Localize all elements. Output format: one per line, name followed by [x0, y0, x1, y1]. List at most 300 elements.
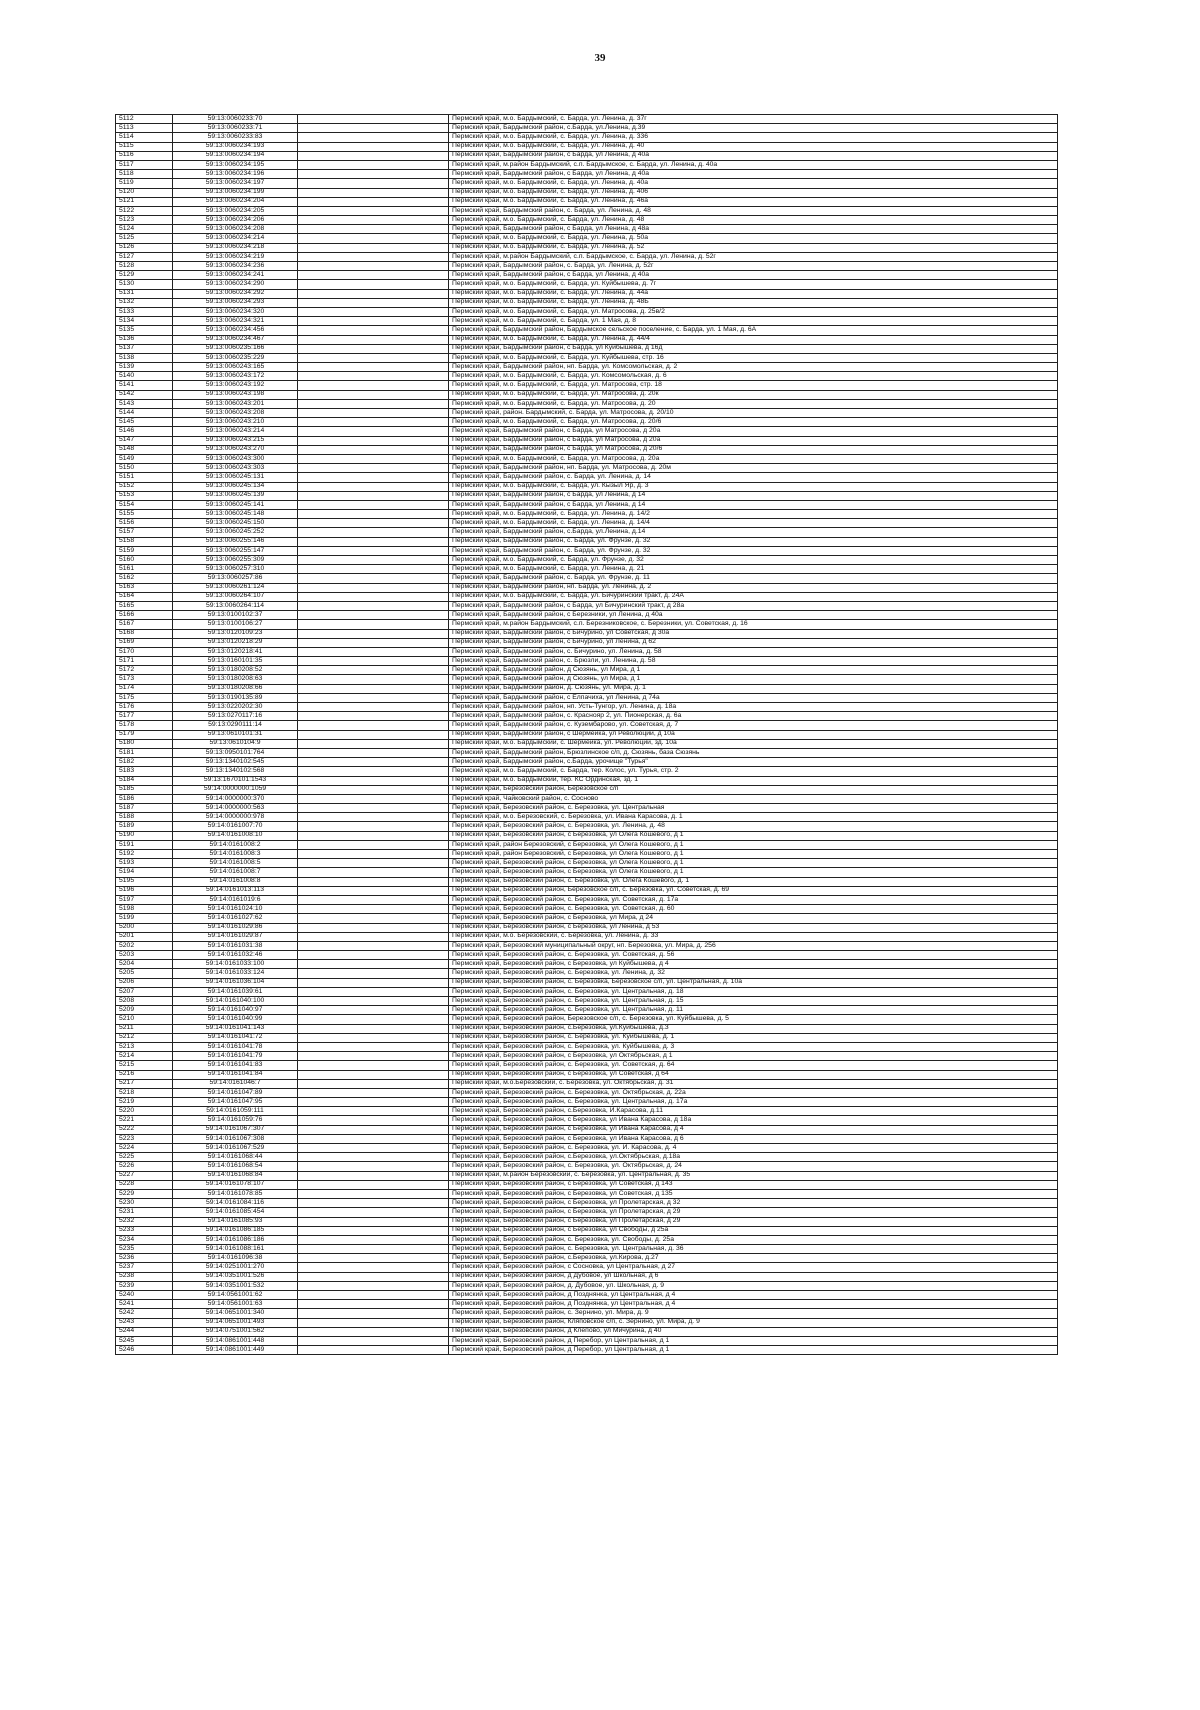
empty-cell: [298, 1235, 449, 1244]
cadastral-number: 59:14:0161024:10: [173, 905, 298, 914]
empty-cell: [298, 115, 449, 124]
cadastral-number: 59:13:0060234:292: [173, 289, 298, 298]
row-number: 5158: [116, 537, 173, 546]
empty-cell: [298, 960, 449, 969]
row-number: 5242: [116, 1309, 173, 1318]
empty-cell: [298, 1144, 449, 1153]
empty-cell: [298, 298, 449, 307]
cadastral-number: 59:13:0060243:210: [173, 418, 298, 427]
row-number: 5245: [116, 1336, 173, 1345]
empty-cell: [298, 243, 449, 252]
row-number: 5186: [116, 794, 173, 803]
cadastral-number: 59:13:0060234:194: [173, 151, 298, 160]
address: Пермский край, Бардымский район, с Барда, ул Ленина, д 14: [449, 500, 1058, 509]
table-row: [116, 703, 1058, 712]
address: Пермский край, Бардымский район, с Шермейка, ул Революции, д 10а: [449, 730, 1058, 739]
address: Пермский край, Березовский район, д Позднянка, ул Центральная, д 4: [449, 1300, 1058, 1309]
table-row: [116, 1153, 1058, 1162]
table-row: [116, 969, 1058, 978]
cadastral-number: 59:13:0060255:147: [173, 546, 298, 555]
empty-cell: [298, 978, 449, 987]
table-row: [116, 1070, 1058, 1079]
cadastral-number: 59:14:0161067:307: [173, 1125, 298, 1134]
address: Пермский край, Березовский район, с Березовка, ул Октябрьская, д 1: [449, 1052, 1058, 1061]
empty-cell: [298, 280, 449, 289]
empty-cell: [298, 491, 449, 500]
row-number: 5162: [116, 574, 173, 583]
cadastral-number: 59:14:0161078:107: [173, 1180, 298, 1189]
cadastral-number: 59:14:0161033:100: [173, 960, 298, 969]
row-number: 5139: [116, 363, 173, 372]
cadastral-number: 59:14:0161041:143: [173, 1024, 298, 1033]
cadastral-number: 59:14:0651001:493: [173, 1318, 298, 1327]
row-number: 5119: [116, 179, 173, 188]
cadastral-number: 59:13:0180208:52: [173, 666, 298, 675]
row-number: 5132: [116, 298, 173, 307]
cadastral-number: 59:13:0060243:214: [173, 427, 298, 436]
address: Пермский край, Березовский район, с Березовка, ул Пролетарская, д 29: [449, 1208, 1058, 1217]
empty-cell: [298, 124, 449, 133]
empty-cell: [298, 188, 449, 197]
row-number: 5209: [116, 1006, 173, 1015]
empty-cell: [298, 170, 449, 179]
row-number: 5141: [116, 381, 173, 390]
cadastral-number: 59:14:0161029:86: [173, 923, 298, 932]
cadastral-number: 59:14:0161085:454: [173, 1208, 298, 1217]
empty-cell: [298, 326, 449, 335]
empty-cell: [298, 399, 449, 408]
row-number: 5232: [116, 1217, 173, 1226]
row-number: 5113: [116, 124, 173, 133]
empty-cell: [298, 822, 449, 831]
empty-cell: [298, 565, 449, 574]
empty-cell: [298, 831, 449, 840]
address: Пермский край, Березовский район, с. Березовка, ул. Куйбышева, д. 3: [449, 1042, 1058, 1051]
cadastral-number: 59:13:0190135:89: [173, 693, 298, 702]
table-row: [116, 243, 1058, 252]
table-row: [116, 647, 1058, 656]
empty-cell: [298, 666, 449, 675]
address: Пермский край, м.о. Бардымский, с. Барда, ул. Матросова, д. 20/6: [449, 418, 1058, 427]
empty-cell: [298, 216, 449, 225]
table-row: [116, 298, 1058, 307]
empty-cell: [298, 840, 449, 849]
table-row: [116, 895, 1058, 904]
table-row: [116, 1088, 1058, 1097]
row-number: 5161: [116, 565, 173, 574]
table-row: [116, 353, 1058, 362]
address: Пермский край, Березовский район, с. Березовка, ул. Советская, д. 56: [449, 951, 1058, 960]
empty-cell: [298, 482, 449, 491]
row-number: 5244: [116, 1327, 173, 1336]
address: Пермский край, район Березовский, с Березовка, ул Олега Кошевого, д 1: [449, 840, 1058, 849]
cadastral-number: 59:13:0060245:131: [173, 473, 298, 482]
cadastral-number: 59:13:0060243:198: [173, 390, 298, 399]
address: Пермский край, Бардымский район, нп. Барда, ул. Матросова, д. 20м: [449, 464, 1058, 473]
cadastral-number: 59:13:0060243:270: [173, 445, 298, 454]
address: Пермский край, Бардымский район, с Барда, ул Ленина, д 40а: [449, 170, 1058, 179]
row-number: 5184: [116, 776, 173, 785]
cadastral-number: 59:13:0060234:218: [173, 243, 298, 252]
address: Пермский край, Бардымский район, с Барда, ул Ленина, д 40а: [449, 151, 1058, 160]
address: Пермский край, м.о. Бардымский, с. Барда, ул. Ленина, д. 50а: [449, 234, 1058, 243]
row-number: 5125: [116, 234, 173, 243]
cadastral-number: 59:13:0060234:205: [173, 206, 298, 215]
table-row: [116, 675, 1058, 684]
empty-cell: [298, 675, 449, 684]
empty-cell: [298, 1208, 449, 1217]
cadastral-number: 59:14:0000000:370: [173, 794, 298, 803]
row-number: 5211: [116, 1024, 173, 1033]
table-row: [116, 1162, 1058, 1171]
empty-cell: [298, 592, 449, 601]
cadastral-number: 59:13:0060234:206: [173, 216, 298, 225]
table-row: [116, 528, 1058, 537]
cadastral-number: 59:14:0351001:532: [173, 1281, 298, 1290]
cadastral-number: 59:13:0060243:192: [173, 381, 298, 390]
row-number: 5163: [116, 583, 173, 592]
cadastral-number: 59:13:0060261:124: [173, 583, 298, 592]
address: Пермский край, м.о. Бардымский, с. Барда, ул. Матросова, стр. 18: [449, 381, 1058, 390]
row-number: 5170: [116, 647, 173, 656]
cadastral-number: 59:13:0060233:83: [173, 133, 298, 142]
row-number: 5116: [116, 151, 173, 160]
row-number: 5167: [116, 620, 173, 629]
row-number: 5185: [116, 785, 173, 794]
cadastral-number: 59:13:0290111:14: [173, 721, 298, 730]
cadastral-number: 59:13:1670101:1543: [173, 776, 298, 785]
table-row: [116, 1199, 1058, 1208]
cadastral-number: 59:14:0161008:2: [173, 840, 298, 849]
cadastral-number: 59:14:0161029:87: [173, 932, 298, 941]
empty-cell: [298, 684, 449, 693]
empty-cell: [298, 1263, 449, 1272]
table-row: [116, 409, 1058, 418]
table-row: [116, 1300, 1058, 1309]
address: Пермский край, м.о. Бардымский, с. Барда, ул. Ленина, д. 336: [449, 133, 1058, 142]
table-row: [116, 1208, 1058, 1217]
table-row: [116, 1180, 1058, 1189]
table-row: [116, 739, 1058, 748]
empty-cell: [298, 160, 449, 169]
empty-cell: [298, 748, 449, 757]
cadastral-number: 59:14:0161007:70: [173, 822, 298, 831]
table-row: [116, 629, 1058, 638]
row-number: 5120: [116, 188, 173, 197]
table-row: [116, 758, 1058, 767]
cadastral-number: 59:13:0180208:63: [173, 675, 298, 684]
cadastral-number: 59:13:0060234:321: [173, 317, 298, 326]
cadastral-number: 59:14:0161046:7: [173, 1079, 298, 1088]
row-number: 5220: [116, 1107, 173, 1116]
row-number: 5218: [116, 1088, 173, 1097]
address: Пермский край, Березовский район, с Березовка, ул Ивана Карасова, д 4: [449, 1125, 1058, 1134]
empty-cell: [298, 1300, 449, 1309]
empty-cell: [298, 574, 449, 583]
row-number: 5137: [116, 344, 173, 353]
empty-cell: [298, 1226, 449, 1235]
address: Пермский край, Березовский район, с.Березовка, ул.Кирова, д.27: [449, 1254, 1058, 1263]
row-number: 5175: [116, 693, 173, 702]
empty-cell: [298, 721, 449, 730]
empty-cell: [298, 363, 449, 372]
cadastral-number: 59:13:0060235:166: [173, 344, 298, 353]
page-number: 39: [594, 52, 606, 64]
cadastral-number: 59:13:0060245:134: [173, 482, 298, 491]
cadastral-number: 59:14:0161088:161: [173, 1245, 298, 1254]
empty-cell: [298, 905, 449, 914]
table-row: [116, 363, 1058, 372]
table-row: [116, 601, 1058, 610]
cadastral-number: 59:14:0161008:8: [173, 877, 298, 886]
cadastral-number: 59:14:0161084:116: [173, 1199, 298, 1208]
row-number: 5202: [116, 941, 173, 950]
address: Пермский край, Березовский район, с. Березовка, ул. Октябрьская, д. 22а: [449, 1088, 1058, 1097]
table-row: [116, 1189, 1058, 1198]
cadastral-number: 59:14:0161040:99: [173, 1015, 298, 1024]
cadastral-number: 59:14:0161031:38: [173, 941, 298, 950]
cadastral-number: 59:14:0161041:84: [173, 1070, 298, 1079]
empty-cell: [298, 427, 449, 436]
empty-cell: [298, 987, 449, 996]
address: Пермский край, Березовский район, д Клепово, ул Мичурина, д 40: [449, 1327, 1058, 1336]
empty-cell: [298, 252, 449, 261]
row-number: 5149: [116, 454, 173, 463]
table-row: [116, 289, 1058, 298]
empty-cell: [298, 1006, 449, 1015]
address: Пермский край, Березовский район, с Березовка, ул Пролетарская, д 29: [449, 1217, 1058, 1226]
address: Пермский край, Бардымский район, с Барда, ул Матросова, д 20а: [449, 427, 1058, 436]
table-row: [116, 1171, 1058, 1180]
cadastral-number: 59:13:0060234:320: [173, 307, 298, 316]
empty-cell: [298, 712, 449, 721]
row-number: 5181: [116, 748, 173, 757]
table-row: [116, 574, 1058, 583]
row-number: 5203: [116, 951, 173, 960]
table-row: [116, 216, 1058, 225]
cadastral-number: 59:14:0161027:62: [173, 914, 298, 923]
table-row: [116, 1033, 1058, 1042]
address: Пермский край, Березовский район, Березовское с/п, с. Березовка, ул. Советская, д. 69: [449, 886, 1058, 895]
address: Пермский край, м.о. Бардымский, с. Барда, ул. Ленина, д. 37г: [449, 115, 1058, 124]
table-row: [116, 1272, 1058, 1281]
address: Пермский край, Березовский район, д Перебор, ул Центральная, д 1: [449, 1336, 1058, 1345]
address: Пермский край, Березовский район, Березовское с/п, с. Березовка, ул. Куйбышева, д. 5: [449, 1015, 1058, 1024]
empty-cell: [298, 758, 449, 767]
row-number: 5126: [116, 243, 173, 252]
empty-cell: [298, 1309, 449, 1318]
table-row: [116, 1346, 1058, 1355]
row-number: 5179: [116, 730, 173, 739]
table-row: [116, 1042, 1058, 1051]
table-row: [116, 1235, 1058, 1244]
table-row: [116, 188, 1058, 197]
table-row: [116, 206, 1058, 215]
row-number: 5131: [116, 289, 173, 298]
table-row: [116, 1281, 1058, 1290]
address: Пермский край, Чайковский район, с. Сосново: [449, 794, 1058, 803]
table-row: [116, 1336, 1058, 1345]
table-row: [116, 372, 1058, 381]
cadastral-number: 59:13:0270117:16: [173, 712, 298, 721]
cadastral-number: 59:13:0120218:29: [173, 638, 298, 647]
empty-cell: [298, 289, 449, 298]
address: Пермский край, Бардымский район, с Барда, ул Бичуринский тракт, д 28а: [449, 601, 1058, 610]
row-number: 5217: [116, 1079, 173, 1088]
empty-cell: [298, 1162, 449, 1171]
address: Пермский край, Бардымский район, с Барда, ул Матросова, д 20/6: [449, 445, 1058, 454]
row-number: 5140: [116, 372, 173, 381]
table-row: [116, 1024, 1058, 1033]
address: Пермский край, м.о. Бардымский, с. Барда, ул. Кызыл Яр, д. 3: [449, 482, 1058, 491]
address: Пермский край, Березовский район, д Перебор, ул Центральная, д 1: [449, 1346, 1058, 1355]
address: Пермский край, Березовский район, Березовское с/п: [449, 785, 1058, 794]
address: Пермский край, м.о. Бардымский, с. Барда, ул. Ленина, д. 40а: [449, 179, 1058, 188]
empty-cell: [298, 436, 449, 445]
table-row: [116, 427, 1058, 436]
address: Пермский край, Бардымский район, нп. Усть-Тунгор, ул. Ленина, д. 18а: [449, 703, 1058, 712]
row-number: 5144: [116, 409, 173, 418]
address: Пермский край, м.о. Бардымский, с. Барда, ул. Матросова, д. 20а: [449, 454, 1058, 463]
address: Пермский край, Березовский район, с. Березовка, ул. Центральная, д. 11: [449, 1006, 1058, 1015]
row-number: 5169: [116, 638, 173, 647]
row-number: 5156: [116, 519, 173, 528]
cadastral-number: 59:13:0100106:27: [173, 620, 298, 629]
address: Пермский край, район. Бардымский, с. Барда, ул. Матросова, д. 20/10: [449, 409, 1058, 418]
row-number: 5147: [116, 436, 173, 445]
row-number: 5234: [116, 1235, 173, 1244]
empty-cell: [298, 923, 449, 932]
address: Пермский край, Березовский район, с. Березовка, ул. Куйбышева, д. 1: [449, 1033, 1058, 1042]
table-row: [116, 693, 1058, 702]
table-row: [116, 684, 1058, 693]
table-row: [116, 1107, 1058, 1116]
empty-cell: [298, 868, 449, 877]
row-number: 5201: [116, 932, 173, 941]
address: Пермский край, Березовский район, с Березовка, ул Мира, д 24: [449, 914, 1058, 923]
empty-cell: [298, 969, 449, 978]
cadastral-number: 59:14:0161008:3: [173, 850, 298, 859]
table-row: [116, 620, 1058, 629]
row-number: 5122: [116, 206, 173, 215]
row-number: 5194: [116, 868, 173, 877]
empty-cell: [298, 886, 449, 895]
cadastral-number: 59:13:0060245:141: [173, 500, 298, 509]
cadastral-number: 59:14:0161040:100: [173, 997, 298, 1006]
address: Пермский край, м.о. Бардымский, с. Барда, ул. 1 Мая, д. 8: [449, 317, 1058, 326]
empty-cell: [298, 1052, 449, 1061]
table-row: [116, 859, 1058, 868]
address: Пермский край, Бардымский район, д Сюзянь, ул Мира, д 1: [449, 666, 1058, 675]
empty-cell: [298, 730, 449, 739]
cadastral-number: 59:13:0060234:199: [173, 188, 298, 197]
table-row: [116, 914, 1058, 923]
address: Пермский край, Бардымский район, с Барда, ул Ленина, д 48а: [449, 225, 1058, 234]
address: Пермский край, м.о. Бардымский, с. Барда, ул. Ленина, д. 52: [449, 243, 1058, 252]
cadastral-number: 59:13:0180208:66: [173, 684, 298, 693]
address: Пермский край, Березовский район, с. Березовка, ул. Центральная, д. 17а: [449, 1098, 1058, 1107]
row-number: 5235: [116, 1245, 173, 1254]
row-number: 5160: [116, 556, 173, 565]
empty-cell: [298, 1318, 449, 1327]
address: Пермский край, м.о. Бардымский, с. Барда, ул. Матросова, д. 25в/2: [449, 307, 1058, 316]
cadastral-number: 59:13:0160101:35: [173, 657, 298, 666]
empty-cell: [298, 804, 449, 813]
address: Пермский край, м.о. Бардымский, с. Барда, ул. Куйбышева, д. 7г: [449, 280, 1058, 289]
table-row: [116, 317, 1058, 326]
empty-cell: [298, 445, 449, 454]
address: Пермский край, Березовский район, д Позднянка, ул Центральная, д 4: [449, 1291, 1058, 1300]
empty-cell: [298, 877, 449, 886]
empty-cell: [298, 611, 449, 620]
table-row: [116, 556, 1058, 565]
row-number: 5150: [116, 464, 173, 473]
empty-cell: [298, 225, 449, 234]
table-row: [116, 1309, 1058, 1318]
empty-cell: [298, 601, 449, 610]
empty-cell: [298, 372, 449, 381]
address: Пермский край, Березовский район, с.Березовка, ул.Куйбышева, д.3: [449, 1024, 1058, 1033]
table-row: [116, 565, 1058, 574]
address: Пермский край, Березовский район, с Березовка, ул Олега Кошевого, д 1: [449, 859, 1058, 868]
row-number: 5146: [116, 427, 173, 436]
empty-cell: [298, 1272, 449, 1281]
address: Пермский край, Бардымский район, с. Барда, ул. Фрунзе, д. 32: [449, 537, 1058, 546]
empty-cell: [298, 271, 449, 280]
address: Пермский край, Березовский район, с. Березовка, ул. Октябрьская, д. 24: [449, 1162, 1058, 1171]
cadastral-number: 59:14:0161068:54: [173, 1162, 298, 1171]
row-number: 5172: [116, 666, 173, 675]
empty-cell: [298, 1281, 449, 1290]
row-number: 5243: [116, 1318, 173, 1327]
row-number: 5183: [116, 767, 173, 776]
row-number: 5198: [116, 905, 173, 914]
table-row: [116, 583, 1058, 592]
table-row: [116, 1327, 1058, 1336]
empty-cell: [298, 418, 449, 427]
row-number: 5189: [116, 822, 173, 831]
address: Пермский край, Березовский район, с.Березовка, И.Карасова, д.11: [449, 1107, 1058, 1116]
address: Пермский край, Березовский район, с. Березовка, ул. Свободы, д. 25а: [449, 1235, 1058, 1244]
table-row: [116, 464, 1058, 473]
cadastral-number: 59:14:0161085:93: [173, 1217, 298, 1226]
table-row: [116, 390, 1058, 399]
cadastral-number: 59:13:0610101:31: [173, 730, 298, 739]
table-row: [116, 124, 1058, 133]
row-number: 5207: [116, 987, 173, 996]
row-number: 5121: [116, 197, 173, 206]
address: Пермский край, м.о. Бардымский, с. Барда, ул. Куйбышева, стр. 16: [449, 353, 1058, 362]
cadastral-number: 59:14:0161068:44: [173, 1153, 298, 1162]
cadastral-number: 59:14:0161067:308: [173, 1134, 298, 1143]
table-row: [116, 822, 1058, 831]
empty-cell: [298, 142, 449, 151]
address: Пермский край, м.о. Бардымский, с. Барда, ул. Ленина, д. 406: [449, 188, 1058, 197]
empty-cell: [298, 1033, 449, 1042]
empty-cell: [298, 703, 449, 712]
address: Пермский край, Бардымский район, с. Барда, ул. Фрунзе, д. 32: [449, 546, 1058, 555]
row-number: 5190: [116, 831, 173, 840]
address: Пермский край, Бардымский район, д Сюзянь, ул Мира, д 1: [449, 675, 1058, 684]
table-row: [116, 271, 1058, 280]
table-row: [116, 932, 1058, 941]
address: Пермский край, Березовский район, с Березовка, ул Советская, д 143: [449, 1180, 1058, 1189]
table-row: [116, 252, 1058, 261]
row-number: 5246: [116, 1346, 173, 1355]
table-row: [116, 1291, 1058, 1300]
table-row: [116, 1098, 1058, 1107]
row-number: 5219: [116, 1098, 173, 1107]
